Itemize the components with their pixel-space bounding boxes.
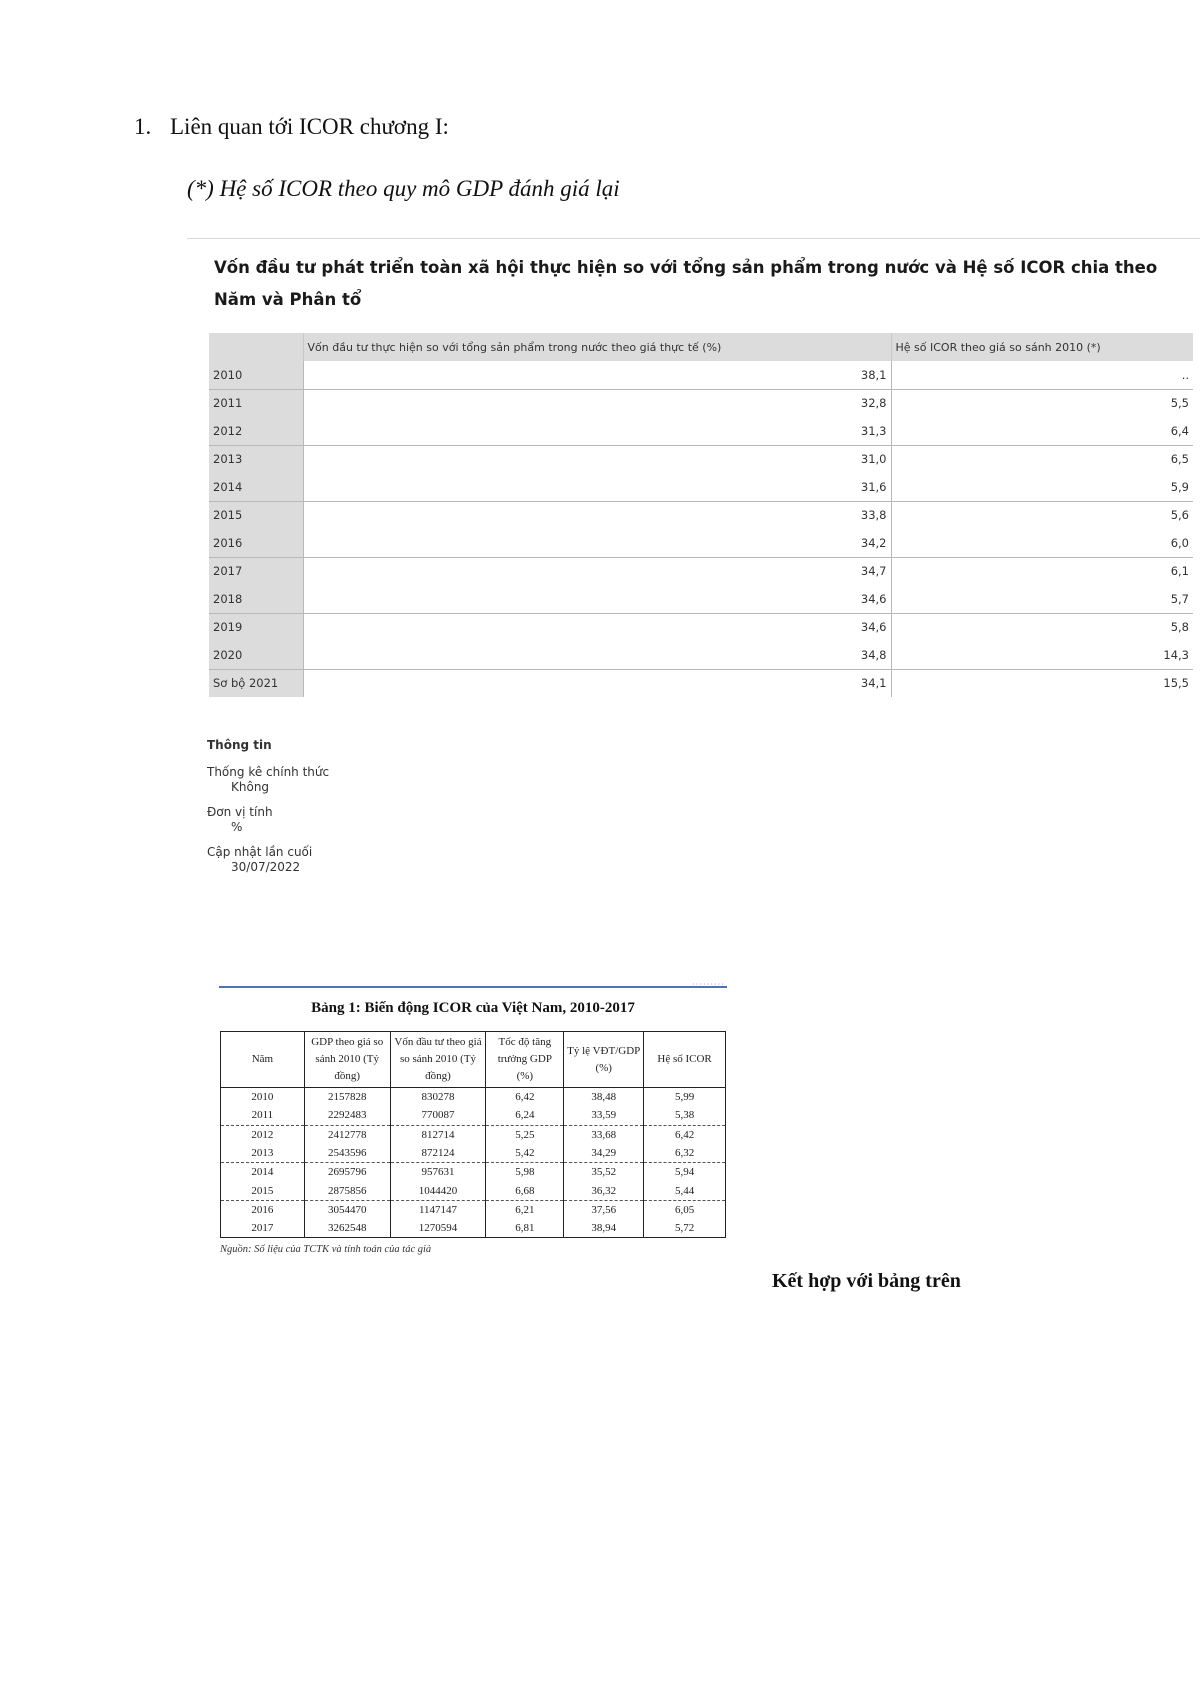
- table2-header: Vốn đầu tư theo giá so sánh 2010 (Tỷ đồng): [390, 1032, 486, 1088]
- table-cell: 3262548: [304, 1219, 390, 1238]
- icor-change-table-screenshot: [217, 980, 729, 1261]
- table-row: [221, 1144, 726, 1163]
- table-cell: 35,52: [564, 1163, 644, 1182]
- icor-change-table: [220, 1031, 726, 1238]
- table-row: [209, 501, 1193, 529]
- table-cell: 2875856: [304, 1181, 390, 1200]
- table-row: [221, 1163, 726, 1182]
- icor-cell: 5,8: [891, 613, 1193, 641]
- table-cell: 5,38: [644, 1106, 726, 1125]
- table-cell: 2010: [221, 1088, 305, 1107]
- table-row: [209, 473, 1193, 501]
- invest-ratio-cell: 34,7: [303, 557, 891, 585]
- invest-ratio-cell: 38,1: [303, 361, 891, 389]
- table-cell: 957631: [390, 1163, 486, 1182]
- icor-cell: 6,0: [891, 529, 1193, 557]
- table-cell: 6,42: [644, 1125, 726, 1144]
- table-row: [221, 1181, 726, 1200]
- year-cell: 2012: [209, 417, 303, 445]
- table2-title: Bảng 1: Biến động ICOR của Việt Nam, 2010-2017: [311, 1000, 635, 1016]
- divider: [187, 238, 1200, 239]
- table-cell: 812714: [390, 1125, 486, 1144]
- icor-cell: 5,5: [891, 389, 1193, 417]
- year-cell: 2017: [209, 557, 303, 585]
- table-cell: 5,44: [644, 1181, 726, 1200]
- icor-table: [209, 333, 1193, 697]
- table1-col1-header: Vốn đầu tư thực hiện so với tổng sản phẩm trong nước theo giá thực tế (%): [303, 333, 891, 361]
- section-heading: [134, 114, 449, 140]
- table-cell: 2013: [221, 1144, 305, 1163]
- invest-ratio-cell: 34,6: [303, 613, 891, 641]
- table-cell: 830278: [390, 1088, 486, 1107]
- table-row: [209, 361, 1193, 389]
- icor-table-screenshot: [187, 238, 1200, 708]
- info-title: Thông tin: [207, 738, 272, 752]
- table2-header: Hệ số ICOR: [644, 1032, 726, 1088]
- table-cell: 36,32: [564, 1181, 644, 1200]
- table-cell: 5,72: [644, 1219, 726, 1238]
- table-cell: 6,42: [486, 1088, 564, 1107]
- dotted-marker: ·········: [692, 980, 725, 989]
- info-panel: [207, 738, 329, 875]
- table-row: [221, 1200, 726, 1219]
- table-cell: 2017: [221, 1219, 305, 1238]
- heading-text: Liên quan tới ICOR chương I:: [170, 114, 449, 139]
- table-row: [209, 557, 1193, 585]
- icor-cell: ..: [891, 361, 1193, 389]
- icor-cell: 14,3: [891, 641, 1193, 669]
- table-cell: 6,81: [486, 1219, 564, 1238]
- table2-header: Tốc độ tăng trưởng GDP (%): [486, 1032, 564, 1088]
- table-cell: 6,24: [486, 1106, 564, 1125]
- table2-header: Tỷ lệ VĐT/GDP (%): [564, 1032, 644, 1088]
- table2-source: Nguồn: Số liệu của TCTK và tính toán của tác giả: [220, 1244, 432, 1255]
- table-cell: 2292483: [304, 1106, 390, 1125]
- table-cell: 2016: [221, 1200, 305, 1219]
- table-row: [221, 1219, 726, 1238]
- icor-cell: 6,4: [891, 417, 1193, 445]
- table-cell: 6,05: [644, 1200, 726, 1219]
- year-cell: 2010: [209, 361, 303, 389]
- table-cell: 5,98: [486, 1163, 564, 1182]
- official-stat-label: Thống kê chính thức: [207, 765, 330, 779]
- table-cell: 3054470: [304, 1200, 390, 1219]
- table-row: [209, 389, 1193, 417]
- table-row: [209, 669, 1193, 697]
- table-cell: 2412778: [304, 1125, 390, 1144]
- updated-value: 30/07/2022: [231, 860, 301, 874]
- table-cell: 2695796: [304, 1163, 390, 1182]
- updated-label: Cập nhật lần cuối: [207, 845, 313, 859]
- table-cell: 6,21: [486, 1200, 564, 1219]
- table-cell: 5,25: [486, 1125, 564, 1144]
- table-row: [221, 1125, 726, 1144]
- icor-cell: 5,6: [891, 501, 1193, 529]
- table-cell: 1147147: [390, 1200, 486, 1219]
- table-cell: 2014: [221, 1163, 305, 1182]
- table-cell: 5,94: [644, 1163, 726, 1182]
- table-row: [221, 1106, 726, 1125]
- table-cell: 872124: [390, 1144, 486, 1163]
- invest-ratio-cell: 34,2: [303, 529, 891, 557]
- table-row: [209, 417, 1193, 445]
- table-row: [209, 641, 1193, 669]
- table-cell: 2012: [221, 1125, 305, 1144]
- table1-corner: [209, 333, 303, 361]
- table-cell: 2543596: [304, 1144, 390, 1163]
- icor-cell: 5,7: [891, 585, 1193, 613]
- year-cell: 2014: [209, 473, 303, 501]
- year-cell: 2019: [209, 613, 303, 641]
- invest-ratio-cell: 32,8: [303, 389, 891, 417]
- year-cell: 2015: [209, 501, 303, 529]
- table-row: [209, 529, 1193, 557]
- invest-ratio-cell: 34,6: [303, 585, 891, 613]
- year-cell: 2011: [209, 389, 303, 417]
- invest-ratio-cell: 34,8: [303, 641, 891, 669]
- table-cell: 2011: [221, 1106, 305, 1125]
- official-stat-value: Không: [231, 780, 270, 794]
- table-cell: 33,68: [564, 1125, 644, 1144]
- icor-cell: 6,1: [891, 557, 1193, 585]
- invest-ratio-cell: 31,6: [303, 473, 891, 501]
- table-row: [209, 445, 1193, 473]
- year-cell: 2020: [209, 641, 303, 669]
- table-cell: 37,56: [564, 1200, 644, 1219]
- divider: [219, 986, 727, 988]
- table-cell: 5,99: [644, 1088, 726, 1107]
- year-cell: 2013: [209, 445, 303, 473]
- table-cell: 770087: [390, 1106, 486, 1125]
- invest-ratio-cell: 31,3: [303, 417, 891, 445]
- table1-col2-header: Hệ số ICOR theo giá so sánh 2010 (*): [891, 333, 1193, 361]
- table-row: [209, 613, 1193, 641]
- table-cell: 1044420: [390, 1181, 486, 1200]
- table-cell: 1270594: [390, 1219, 486, 1238]
- heading-number: 1.: [134, 114, 152, 139]
- invest-ratio-cell: 31,0: [303, 445, 891, 473]
- subheading: (*) Hệ số ICOR theo quy mô GDP đánh giá lại: [187, 176, 620, 201]
- table-cell: 38,48: [564, 1088, 644, 1107]
- icor-cell: 15,5: [891, 669, 1193, 697]
- table-cell: 38,94: [564, 1219, 644, 1238]
- table-cell: 6,68: [486, 1181, 564, 1200]
- table-cell: 33,59: [564, 1106, 644, 1125]
- table-row: [209, 585, 1193, 613]
- icor-cell: 5,9: [891, 473, 1193, 501]
- year-cell: 2018: [209, 585, 303, 613]
- table-cell: 2015: [221, 1181, 305, 1200]
- invest-ratio-cell: 33,8: [303, 501, 891, 529]
- invest-ratio-cell: 34,1: [303, 669, 891, 697]
- icor-cell: 6,5: [891, 445, 1193, 473]
- table2-header: Năm: [221, 1032, 305, 1088]
- table-row: [221, 1088, 726, 1107]
- table1-title: Vốn đầu tư phát triển toàn xã hội thực hiện so với tổng sản phẩm trong nước và Hệ số ICOR chia theo Năm và Phân tổ: [214, 258, 1158, 309]
- year-cell: Sơ bộ 2021: [209, 669, 303, 697]
- year-cell: 2016: [209, 529, 303, 557]
- closing-text: Kết hợp với bảng trên: [772, 1270, 961, 1292]
- table-cell: 34,29: [564, 1144, 644, 1163]
- table-cell: 2157828: [304, 1088, 390, 1107]
- table-cell: 6,32: [644, 1144, 726, 1163]
- unit-value: %: [231, 820, 243, 834]
- unit-label: Đơn vị tính: [207, 805, 273, 819]
- table2-header: GDP theo giá so sánh 2010 (Tỷ đồng): [304, 1032, 390, 1088]
- table-cell: 5,42: [486, 1144, 564, 1163]
